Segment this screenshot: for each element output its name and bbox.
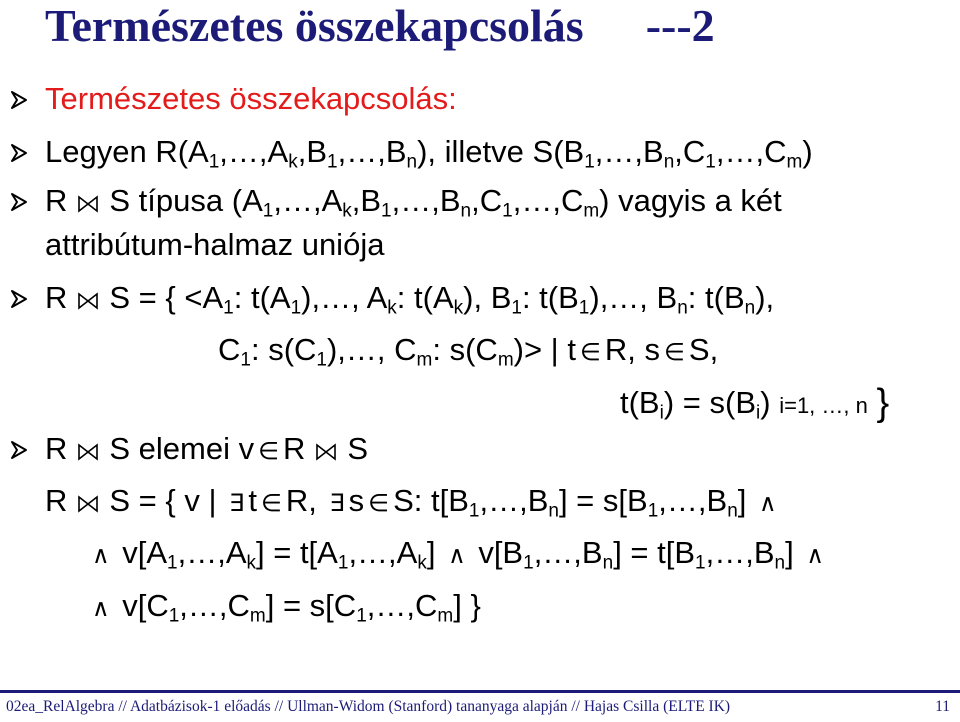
and-icon: ∧ <box>448 541 466 569</box>
heading-line <box>45 79 457 119</box>
subscript: 1 <box>695 552 706 574</box>
subscript: m <box>786 151 803 173</box>
text: : t(A <box>396 280 454 315</box>
subscript: 1 <box>647 500 659 522</box>
subscript: i <box>756 402 761 424</box>
text: ] <box>426 535 436 570</box>
text: S, <box>688 332 719 367</box>
text: ] } <box>453 588 481 623</box>
subscript: 1 <box>290 297 302 319</box>
subscript: m <box>437 605 454 627</box>
subscript: 1 <box>511 297 522 319</box>
subscript: 1 <box>705 151 716 173</box>
subscript: 1 <box>167 552 178 574</box>
text: : s(C <box>432 332 498 367</box>
subscript: 1 <box>208 151 220 173</box>
text: ] <box>785 535 794 570</box>
text: R <box>45 483 68 518</box>
text: ), <box>755 280 775 315</box>
text: R <box>45 183 68 218</box>
text: ,…, <box>219 134 268 169</box>
text: ,…, <box>179 588 228 623</box>
text: ), illetve S(B <box>417 134 585 169</box>
text: R <box>45 431 68 466</box>
and-icon: ∧ <box>92 594 110 622</box>
exists-icon: ∃ <box>229 489 245 517</box>
text: ) vagyis a két <box>599 183 782 218</box>
text: v[B <box>478 535 524 570</box>
element-of-icon: ∈ <box>368 489 390 517</box>
subscript: n <box>677 297 688 319</box>
subscript: m <box>249 605 266 627</box>
text: } <box>876 382 890 424</box>
bullet-arrow-icon <box>8 89 30 111</box>
and-icon: ∧ <box>92 541 110 569</box>
text: ,…, <box>273 183 322 218</box>
and-icon: ∧ <box>806 541 824 569</box>
union-line <box>45 225 384 265</box>
text: ,…, <box>348 535 397 570</box>
subscript: 1 <box>523 552 534 574</box>
text: R <box>45 280 68 315</box>
text: S elemei v <box>109 431 255 466</box>
text: S típusa (A <box>109 183 263 218</box>
text: : t(B <box>687 280 745 315</box>
text: ,…, <box>391 183 440 218</box>
text: ),…, A <box>301 280 388 315</box>
subscript: m <box>416 349 433 371</box>
element-of-icon: ∈ <box>258 437 280 465</box>
text: ,…, <box>177 535 226 570</box>
title-text: Természetes összekapcsolás <box>45 0 584 51</box>
subscript: k <box>246 552 256 574</box>
natural-join-icon <box>77 195 99 213</box>
type-line: R S típusa $(A_1,\dots,A_k,B_1,\dots,B_n,C_1,\dots,C_m)$ vagyis a két <box>45 183 782 222</box>
subscript: i <box>659 402 664 424</box>
subscript: n <box>727 500 738 522</box>
subscript: 1 <box>337 552 349 574</box>
subscript: m <box>583 200 600 222</box>
natural-join-icon <box>77 495 99 513</box>
subscript: 1 <box>240 349 251 371</box>
subscript: n <box>406 151 418 173</box>
subscript: m <box>497 349 514 371</box>
text: ] = s[B <box>558 483 648 518</box>
subscript: 1 <box>223 297 234 319</box>
heading-text: Természetes összekapcsolás: <box>45 81 457 116</box>
text: ) <box>760 385 771 420</box>
text: ,…, <box>512 183 561 218</box>
subscript: n <box>744 297 756 319</box>
set-definition-line-1 <box>45 278 774 318</box>
text: Legyen R(A <box>45 134 209 169</box>
natural-join-icon <box>77 443 99 461</box>
subscript: 1 <box>262 200 274 222</box>
subscript: 1 <box>468 500 480 522</box>
text: ,…, <box>594 134 644 169</box>
subscript: n <box>774 552 786 574</box>
set-definition-line-3 <box>620 383 889 426</box>
text: v[A <box>122 535 167 570</box>
text: s <box>348 483 365 518</box>
and-icon: ∧ <box>759 489 777 517</box>
subscript: 1 <box>356 605 367 627</box>
footer-text: 02ea_RelAlgebra // Adatbázisok-1 előadás // Ullman-Widom (Stanford) tananyaga alapján // Hajas Csilla (ELTE IK) <box>6 698 731 715</box>
text: : t(A <box>233 280 291 315</box>
index-range: i=1, …, n <box>779 393 868 418</box>
subscript: k <box>288 151 298 173</box>
element-of-icon: ∈ <box>260 489 282 517</box>
bullet-arrow-icon <box>8 288 30 310</box>
text: R, s <box>604 332 660 367</box>
text: ,…, <box>705 535 754 570</box>
set-definition-line-2 <box>218 330 718 372</box>
natural-join-icon <box>77 292 99 310</box>
set-builder-line-3: ∧ $v[C_1,\dots,C_m]$ = $s[C_1,\dots,C_m]$ } <box>88 586 481 628</box>
text: ] = t[B <box>613 535 696 570</box>
bullet-arrow-icon <box>8 142 30 164</box>
subscript: 1 <box>578 297 590 319</box>
subscript: 1 <box>584 151 595 173</box>
text: ,…, <box>533 535 582 570</box>
text: )> | t <box>513 332 576 367</box>
text: S = { v | <box>109 483 217 518</box>
text: attribútum-halmaz uniója <box>45 227 385 262</box>
text: ,…, <box>715 134 765 169</box>
text: ),…, C <box>326 332 417 367</box>
footer-divider <box>0 690 960 693</box>
bullet-arrow-icon <box>8 191 30 213</box>
text: ] <box>737 483 747 518</box>
text: ,…, <box>337 134 386 169</box>
subscript: 1 <box>168 605 180 627</box>
text: S <box>347 431 369 466</box>
definition-line: Legyen $R(A_1,\dots,A_k,B_1,\dots,B_n)$, illetve $S(B_1,\dots,B_n,C_1,\dots,C_m)$ <box>45 134 813 173</box>
exists-icon: ∃ <box>329 489 345 517</box>
bullet-arrow-icon <box>8 439 30 461</box>
text: C <box>218 332 241 367</box>
text: ] = s[C <box>265 588 357 623</box>
text: : s(C <box>250 332 317 367</box>
subscript: k <box>417 552 427 574</box>
text: S: t[B <box>393 483 469 518</box>
subscript: k <box>453 297 464 319</box>
text: ),…, B <box>589 280 678 315</box>
subscript: n <box>460 200 472 222</box>
subscript: k <box>342 200 352 222</box>
text: ) = s(B <box>663 385 757 420</box>
subscript: 1 <box>381 200 392 222</box>
text: ,…, <box>366 588 415 623</box>
text: ), B <box>463 280 512 315</box>
title-suffix: ---2 <box>645 0 715 51</box>
text: ) <box>802 134 813 169</box>
subscript: k <box>387 297 397 319</box>
subscript: 1 <box>327 151 338 173</box>
text: R <box>283 431 306 466</box>
text: R, <box>285 483 317 518</box>
subscript: n <box>602 552 614 574</box>
elements-line <box>45 429 368 471</box>
natural-join-icon <box>315 443 337 461</box>
text: v[C <box>122 588 169 623</box>
text: : t(B <box>521 280 579 315</box>
page-number: 11 <box>935 698 950 715</box>
text: ,…, <box>658 483 707 518</box>
text: ] = t[A <box>256 535 338 570</box>
element-of-icon: ∈ <box>664 338 685 366</box>
subscript: 1 <box>316 349 327 371</box>
set-builder-line-2: ∧ $v[A_1,\dots,A_k]$ = $t[A_1,\dots,A_k]$ ∧ $v[B_1,\dots,B_n]$ = $t[B_1,\dots,B_n]$ ∧ <box>88 533 828 575</box>
element-of-icon: ∈ <box>579 338 601 366</box>
text: t(B <box>620 385 660 420</box>
text: ,…, <box>479 483 528 518</box>
subscript: n <box>548 500 559 522</box>
text: S = { <A <box>109 280 224 315</box>
slide-title <box>45 0 715 52</box>
set-builder-line-1: R S = { v | ∃ t ∈ R, ∃ s ∈ S: $t[B_1,\dots,B_n]$ = $s[B_1,\dots,B_n]$ ∧ <box>45 481 781 523</box>
subscript: n <box>663 151 675 173</box>
text: t <box>248 483 257 518</box>
subscript: 1 <box>502 200 513 222</box>
